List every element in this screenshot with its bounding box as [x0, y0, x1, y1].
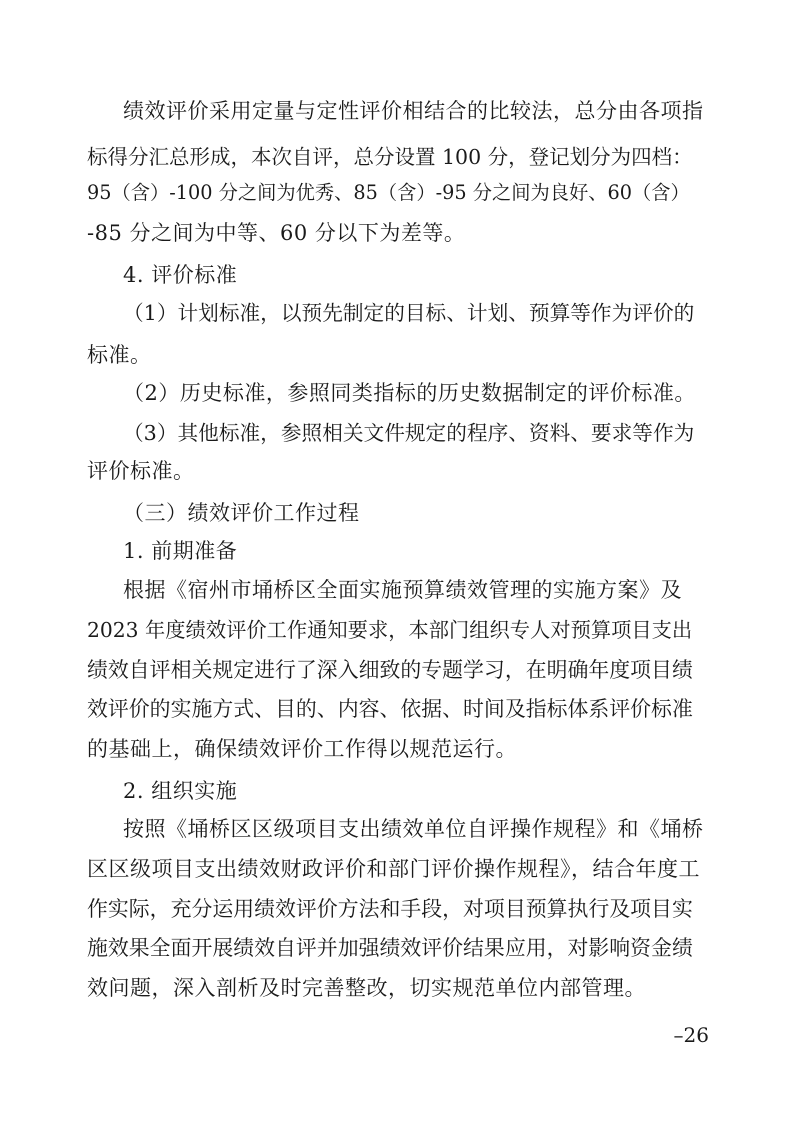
paragraph-line: -85 分之间为中等、60 分以下为差等。 [87, 221, 466, 245]
paragraph-line: 按照《埇桥区区级项目支出绩效单位自评操作规程》和《埇桥 [123, 817, 704, 841]
paragraph-line: 绩效评价采用定量与定性评价相结合的比较法，总分由各项指 [123, 99, 704, 123]
paragraph-line: 根据《宿州市埇桥区全面实施预算绩效管理的实施方案》及 [123, 578, 682, 602]
page-number: –26 [673, 1023, 709, 1047]
paragraph-line: （1）计划标准，以预先制定的目标、计划、预算等作为评价的 [123, 301, 695, 325]
paragraph-line: （3）其他标准，参照相关文件规定的程序、资料、要求等作为 [123, 421, 695, 445]
paragraph-line: （2）历史标准，参照同类指标的历史数据制定的评价标准。 [123, 381, 696, 405]
section-heading: 2. 组织实施 [123, 779, 238, 803]
paragraph-line: 效问题，深入剖析及时完善整改，切实规范单位内部管理。 [87, 976, 646, 1000]
paragraph-line: 的基础上，确保绩效评价工作得以规范运行。 [87, 737, 517, 761]
paragraph-line: 标得分汇总形成，本次自评，总分设置 100 分，登记划分为四档： [87, 145, 693, 169]
paragraph-line: 2023 年度绩效评价工作通知要求，本部门组织专人对预算项目支出 [87, 618, 693, 642]
paragraph-line: 绩效自评相关规定进行了深入细致的专题学习，在明确年度项目绩 [87, 658, 693, 682]
section-heading: （三）绩效评价工作过程 [123, 501, 360, 525]
paragraph-line: 区区级项目支出绩效财政评价和部门评价操作规程》，结合年度工 [87, 857, 700, 881]
paragraph-line: 95（含）-100 分之间为优秀、85（含）-95 分之间为良好、60（含） [87, 181, 690, 204]
paragraph-line: 评价标准。 [87, 459, 195, 483]
section-heading: 1. 前期准备 [123, 539, 238, 563]
paragraph-line: 效评价的实施方式、目的、内容、依据、时间及指标体系评价标准 [87, 697, 693, 721]
section-heading: 4. 评价标准 [123, 263, 238, 287]
paragraph-line: 作实际，充分运用绩效评价方法和手段，对项目预算执行及项目实 [87, 897, 693, 921]
paragraph-line: 标准。 [87, 343, 152, 367]
paragraph-line: 施效果全面开展绩效自评并加强绩效评价结果应用，对影响资金绩 [87, 936, 693, 960]
